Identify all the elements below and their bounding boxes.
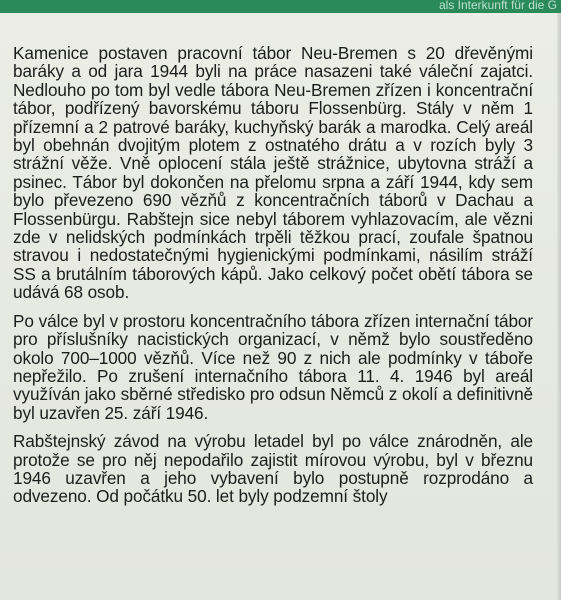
text-content [13, 44, 533, 506]
banner-text: als Interkunft für die G [438, 0, 557, 12]
top-banner [0, 0, 561, 13]
panel-edge [557, 13, 561, 600]
paragraph-2: Po válce byl v prostoru koncentračního tábora zřízen internační tábor pro příslušníky nacistických organizací, v němž bylo soustředěno okolo 700–1000 vězňů. Více než 90 z nich ale podmínky v táboře nepřežilo. Po zrušení internačního tábora 11. 4. 1946 byl areál využíván jako sběrné středisko pro odsun Němců z okolí a definitivně byl uzavřen 25. září 1946. [13, 310, 533, 423]
paragraph-3: Rabštejnský závod na výrobu letadel byl po válce znárodněn, ale protože se pro něj nepodařilo zajistit mírovou výrobu, byl v březnu 1946 uzavřen a jeho vybavení bylo postupně rozprodáno a odvezeno. Od počátku 50. let byly podzemní štoly [13, 431, 533, 507]
paragraph-1: Kamenice postaven pracovní tábor Neu-Bremen s 20 dřevěnými baráky a od jara 1944 byli na práce nasazeni také váleční zajatci. Nedlouho po tom byl vedle tábora Neu-Bremen zřízen i koncentrační tábor, podřízený bavorskému táboru Flossenbürg. Stály v něm 1 přízemní a 2 patrové baráky, kuchyňský barák a marodka. Celý areál byl obehnán dvojitým plotem z ostnatého drátu a v rozích byly 3 strážní věže. Vně oplocení stála ještě strážnice, ubytovna stráží a psinec. Tábor byl dokončen na přelomu srpna a září 1944, kdy sem bylo převezeno 690 vězňů z koncentračních táborů v Dachau a Flossenbürgu. Rabštejn sice nebyl táborem vyhlazovacím, ale vězni zde v nelidských podmínkách trpěli těžkou prací, zoufale špatnou stravou i nedostatečnými hygienickými podmínkami, násilím stráží SS a brutálním táborových kápů. Jako celkový počet obětí tábora se udává 68 osob. [13, 43, 533, 303]
